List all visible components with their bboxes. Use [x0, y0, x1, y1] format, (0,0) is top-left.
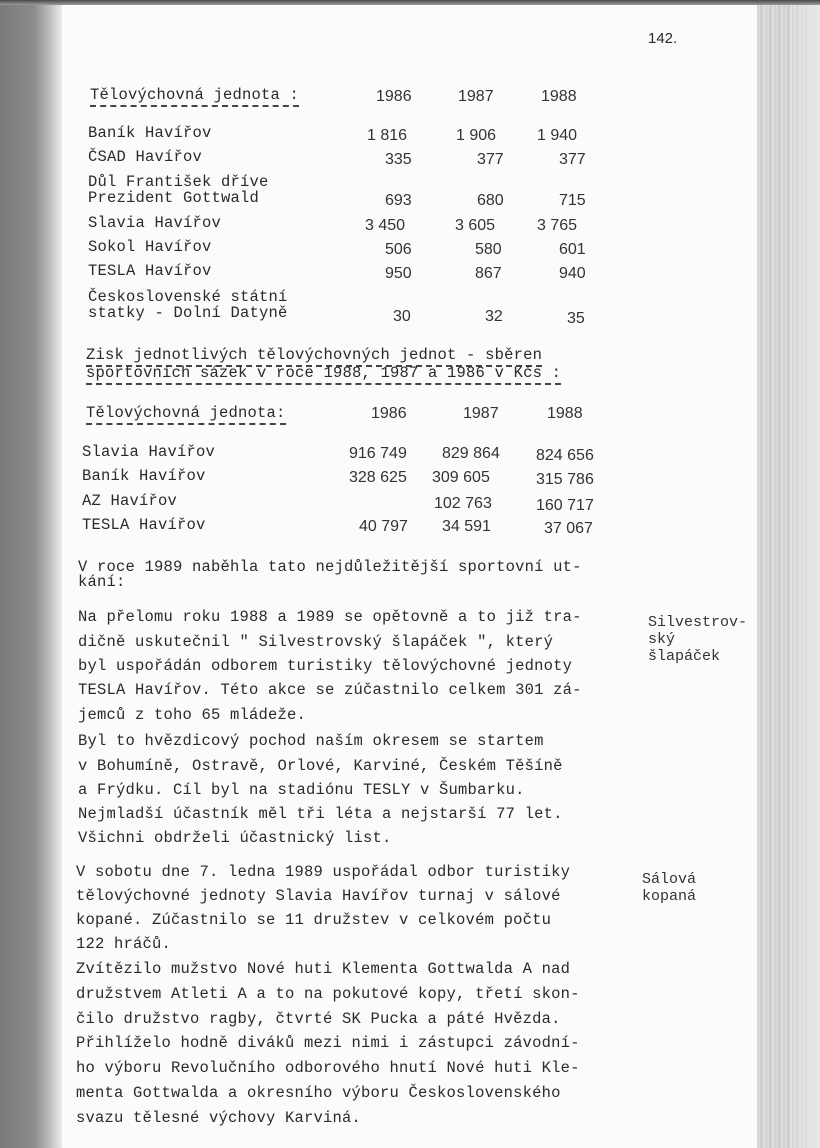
text-line: Byl to hvězdicový pochod naším okresem se startem	[78, 732, 544, 750]
cell-1987: 32	[485, 308, 503, 325]
table1-header-label: Tělovýchovná jednota :	[90, 86, 299, 107]
table1-year-1988: 1988	[541, 88, 577, 105]
cell-1987: 580	[475, 241, 502, 258]
row-name: TESLA Havířov	[82, 516, 206, 534]
text-line: Na přelomu roku 1988 a 1989 se opětovně a to již tra-	[78, 608, 582, 626]
text-line: ho výboru Revolučního odborového hnutí Nové huti Kle-	[76, 1059, 580, 1077]
cell-1986: 506	[385, 241, 412, 258]
cell-1988: 377	[559, 151, 586, 168]
cell-1988: 1 940	[537, 127, 578, 144]
cell-1986: 916 749	[349, 445, 407, 462]
row-name: Slavia Havířov	[88, 214, 222, 232]
row-name: Baník Havířov	[82, 467, 206, 485]
cell-1987: 309 605	[432, 469, 490, 486]
cell-1986: 693	[385, 192, 412, 209]
section-heading-line2: sportovních sázek v roce 1988, 1987 a 1986 v Kčs :	[86, 364, 561, 385]
cell-1986: 40 797	[359, 518, 408, 535]
row-name: TESLA Havířov	[88, 262, 212, 280]
text-line: byl uspořádán odborem turistiky tělovýchovné jednoty	[78, 657, 573, 675]
table2-year-1986: 1986	[371, 405, 407, 422]
cell-1988: 37 067	[544, 520, 593, 537]
cell-1986: 335	[385, 151, 412, 168]
margin-note-line: Silvestrov-	[648, 614, 748, 631]
text-line: menta Gottwalda a okresního výboru Československého	[76, 1084, 561, 1102]
cell-1988: 824 656	[536, 447, 594, 464]
cell-1986: 328 625	[349, 469, 407, 486]
text-line: TESLA Havířov. Této akce se zúčastnilo celkem 301 zá-	[78, 681, 582, 699]
text-line: čilo družstvo ragby, čtvrté SK Pucka a páté Hvězda.	[76, 1010, 561, 1028]
margin-note-line: Sálová	[642, 871, 697, 888]
row-name: statky - Dolní Datyně	[88, 304, 288, 322]
row-name: Slavia Havířov	[82, 443, 216, 461]
cell-1986: 30	[393, 308, 411, 325]
text-line: dičně uskutečnil " Silvestrovský šlapáček ", který	[78, 633, 554, 651]
row-name: Baník Havířov	[88, 124, 212, 142]
cell-1987: 377	[477, 151, 504, 168]
cell-1988: 35	[567, 310, 585, 327]
table2-year-1987: 1987	[463, 405, 499, 422]
text-line: kání:	[78, 573, 126, 591]
margin-note-line: ský	[648, 631, 676, 648]
table2-header-label: Tělovýchovná jednota:	[86, 404, 286, 425]
row-name-line1: Důl František dříve	[88, 173, 269, 191]
text-line: V sobotu dne 7. ledna 1989 uspořádal odbor turistiky	[76, 863, 571, 881]
cell-1987: 102 763	[434, 495, 492, 512]
table1-year-1987: 1987	[458, 88, 494, 105]
cell-1988: 715	[559, 192, 586, 209]
cell-1988: 315 786	[536, 471, 594, 488]
cell-1988: 940	[559, 265, 586, 282]
text-line: Přihlíželo hodně diváků mezi nimi i zástupci závodní-	[76, 1034, 580, 1052]
text-line: a Frýdku. Cíl byl na stadiónu TESLY v Šumbarku.	[78, 781, 525, 799]
text-line: kopané. Zúčastnilo se 11 družstev v celkovém počtu	[76, 911, 552, 929]
margin-note-line: kopaná	[642, 888, 697, 905]
cell-1987: 829 864	[442, 445, 500, 462]
row-name: Sokol Havířov	[88, 238, 212, 256]
page-stack-edge-right	[757, 5, 820, 1148]
text-line: Všichni obdrželi účastnický list.	[78, 829, 392, 847]
scan-shadow-left	[0, 0, 62, 1148]
cell-1987: 34 591	[442, 518, 491, 535]
cell-1986: 950	[385, 265, 412, 282]
text-line: v Bohumíně, Ostravě, Orlové, Karviné, Českém Těšíně	[78, 757, 563, 775]
text-line: Zvítězilo mužstvo Nové huti Klementa Gottwalda A nad	[76, 960, 571, 978]
cell-1988: 160 717	[536, 497, 594, 514]
cell-1988: 601	[559, 241, 586, 258]
cell-1987: 3 605	[455, 217, 496, 234]
text-line: svazu tělesné výchovy Karviná.	[76, 1109, 362, 1127]
cell-1987: 680	[477, 192, 504, 209]
cell-1986: 3 450	[365, 217, 406, 234]
text-line: Nejmladší účastník měl tři léta a nejstarší 77 let.	[78, 805, 563, 823]
cell-1988: 3 765	[537, 217, 578, 234]
text-line: 122 hráčů.	[76, 935, 172, 953]
row-name: AZ Havířov	[82, 492, 178, 510]
row-name: ČSAD Havířov	[88, 148, 203, 166]
cell-1987: 1 906	[456, 127, 497, 144]
scan-edge-top	[0, 0, 820, 5]
section-heading-line1: Zisk jednotlivých tělovýchovných jednot - sběren	[86, 346, 542, 367]
row-name: Prezident Gottwald	[88, 189, 260, 207]
margin-note-line: šlapáček	[648, 648, 721, 665]
text-line: družstvem Atleti A a to na pokutové kopy, třetí skon-	[76, 985, 580, 1003]
cell-1987: 867	[475, 265, 502, 282]
text-line: V roce 1989 naběhla tato nejdůležitější sportovní ut-	[78, 558, 582, 576]
text-line: tělovýchovné jednoty Slavia Havířov turnaj v sálové	[76, 887, 561, 905]
table1-year-1986: 1986	[376, 88, 412, 105]
page-number: 142.	[648, 30, 678, 47]
table2-year-1988: 1988	[547, 405, 583, 422]
row-name-line1: Československé státní	[88, 288, 288, 306]
cell-1986: 1 816	[367, 127, 408, 144]
text-line: jemců z toho 65 mládeže.	[78, 706, 307, 724]
